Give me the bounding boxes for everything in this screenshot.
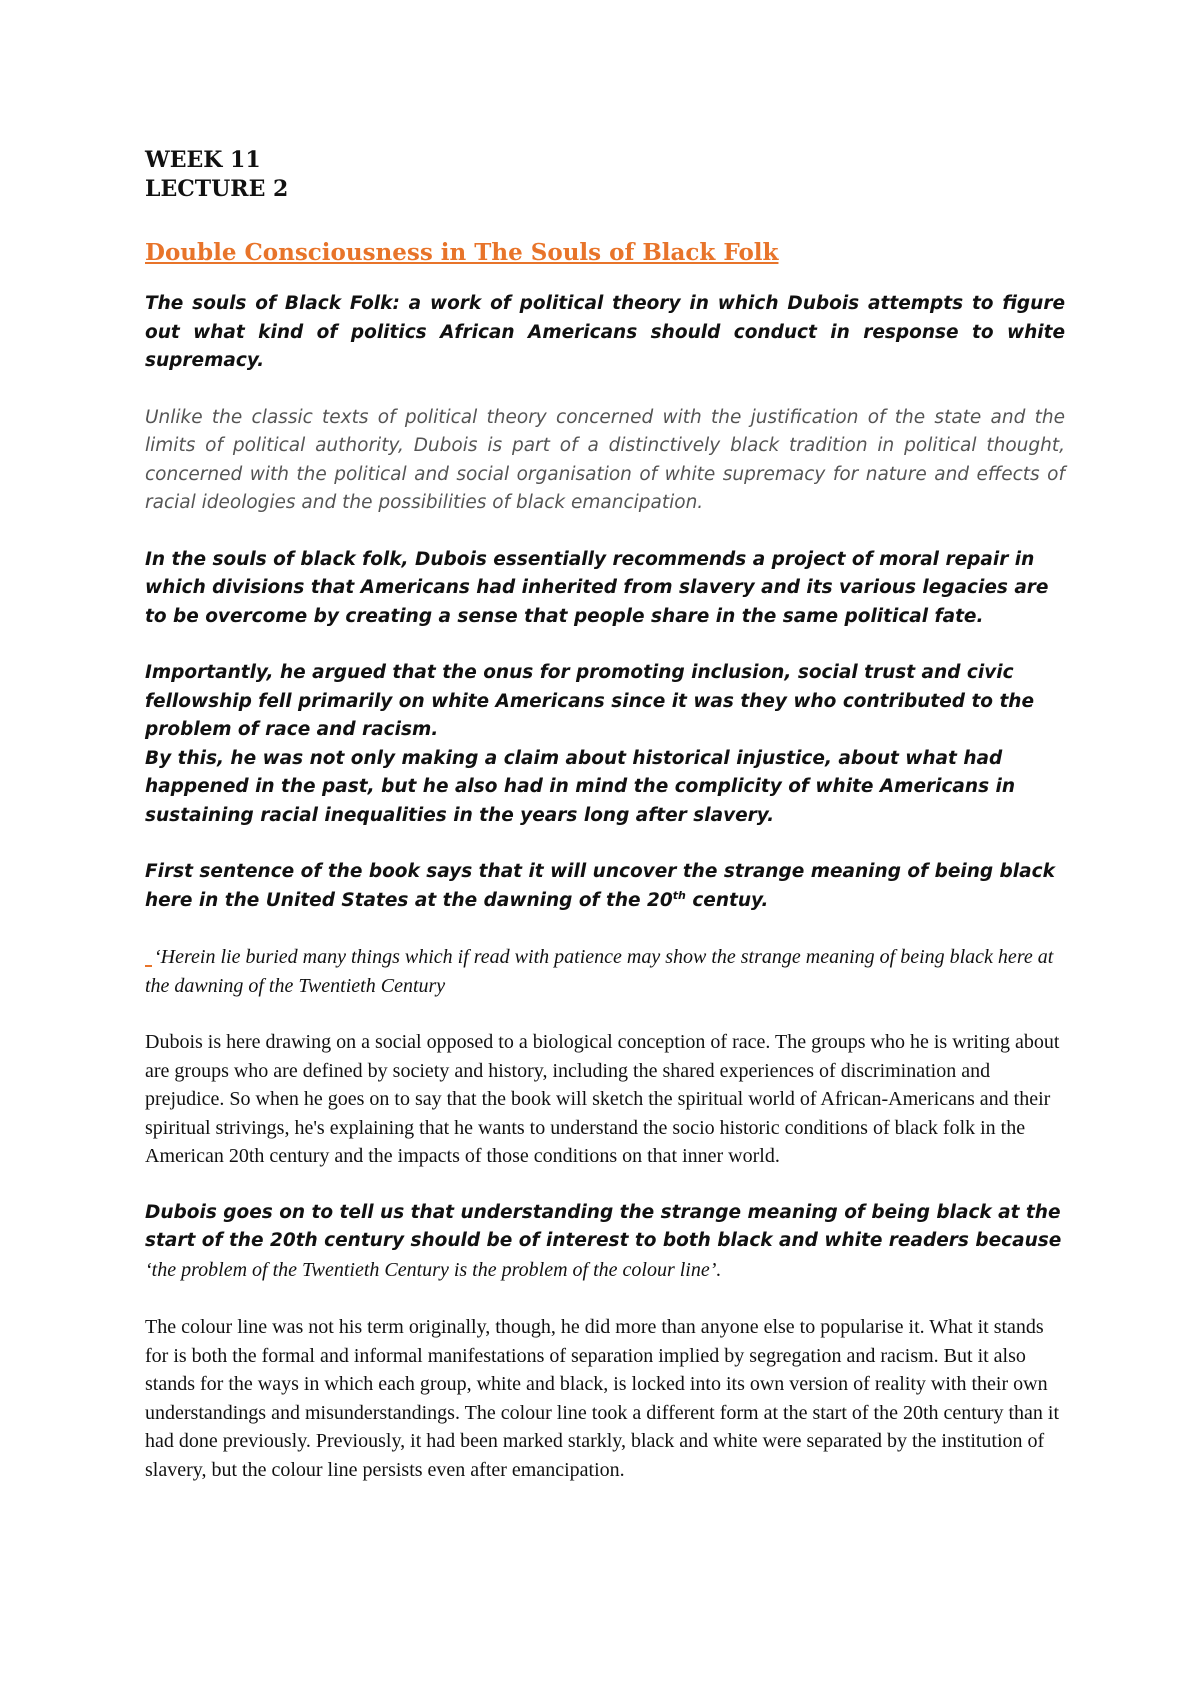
- first-sentence-end: centuy.: [685, 889, 769, 911]
- paragraph-historical-injustice: By this, he was not only making a claim about historical injustice, about what had happened in the past, but he also had in mind the complicity of white Americans in sustaining racial inequalities in the years long after slavery.: [145, 747, 1016, 826]
- paragraph-first-sentence: [145, 858, 1065, 915]
- paragraph-quote: [145, 943, 1065, 1000]
- orange-marker: [145, 965, 152, 967]
- quote-text: ‘Herein lie buried many things which if read with patience may show the strange meaning of being black here at the dawning of the Twentieth Century: [145, 946, 1054, 997]
- paragraph-onus: Importantly, he argued that the onus for promoting inclusion, social trust and civic fellowship fell primarily on white Americans since it was they who contributed to the problem of race and racism.: [145, 662, 1035, 740]
- paragraph-colour-line: The colour line was not his term originally, though, he did more than anyone else to popularise it. What it stands for is both the formal and informal manifestations of separation implied by segregation and racism. But it also stands for the ways in which each group, white and black, is locked into its own version of reality with their own understandings and misunderstandings. The colour line took a different form at the start of the 20th century than it had done previously. Previously, it had been marked starkly, black and white were separated by the institution of slavery, but the colour line persists even after emancipation.: [145, 1316, 1060, 1481]
- paragraph-moral-repair: In the souls of black folk, Dubois essentially recommends a project of moral repair in which divisions that Americans had inherited from slavery and its various legacies are to be overcome by creating a sense that people share in the same political fate.: [145, 548, 1049, 627]
- paragraph-social-conception: Dubois is here drawing on a social opposed to a biological conception of race. The groups who he is writing about are groups who are defined by society and history, including the shared experiences of discrimination and prejudice. So when he goes on to say that the book will sketch the spiritual world of African-Americans and their spiritual strivings, he's explaining that he wants to understand the socio historic conditions of black folk in the American 20th century and the impacts of those conditions on that inner world.: [145, 1031, 1060, 1167]
- colour-line-period: .: [716, 1258, 722, 1281]
- ordinal-superscript: th: [672, 888, 686, 902]
- colour-line-quote: ‘the problem of the Twentieth Century is the problem of the colour line’: [145, 1258, 717, 1281]
- document-title: Double Consciousness in The Souls of Black Folk: [145, 239, 779, 266]
- paragraph-intro: The souls of Black Folk: a work of political theory in which Dubois attempts to figure out what kind of politics African Americans should conduct in response to white supremacy.: [145, 293, 1065, 371]
- paragraph-unlike-classic: Unlike the classic texts of political theory concerned with the justification of the state and the limits of political authority, Dubois is part of a distinctively black tradition in political thought, concerned with the political and social organisation of white supremacy for nature and effects of racial ideologies and the possibilities of black emancipation.: [145, 406, 1065, 513]
- paragraph-colour-line-intro: [145, 1199, 1065, 1286]
- colour-line-intro-text: Dubois goes on to tell us that understanding the strange meaning of being black at the start of the 20th century should be of interest to both black and white readers because: [145, 1201, 1062, 1251]
- first-sentence-text: First sentence of the book says that it will uncover the strange meaning of being black here in the United States at the dawning of the 20: [145, 861, 1055, 911]
- document-page: [145, 146, 1065, 1512]
- week-heading: WEEK 11: [145, 147, 261, 173]
- lecture-heading: LECTURE 2: [145, 176, 289, 202]
